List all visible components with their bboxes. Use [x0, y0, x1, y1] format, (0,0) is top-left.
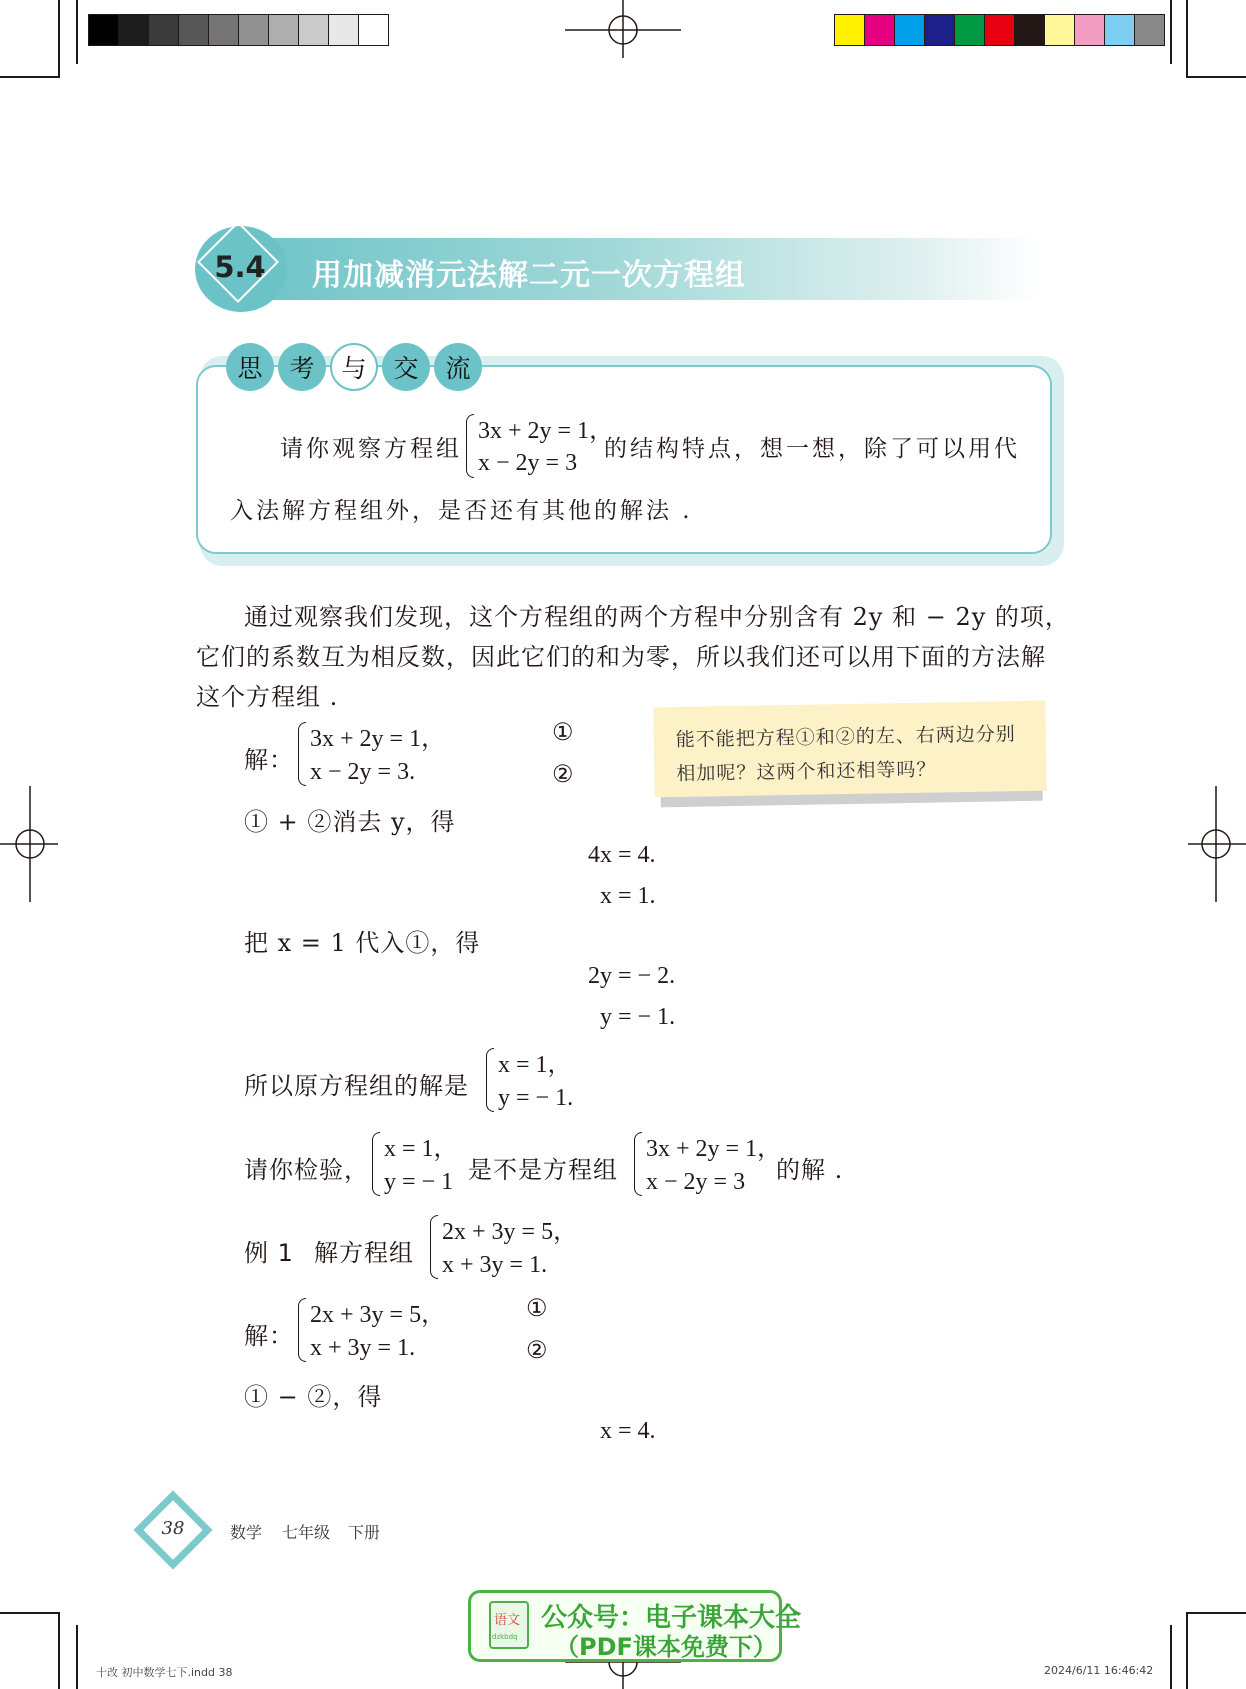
solution-step: 把 x = 1 代入①，得 — [244, 929, 481, 957]
color-swatch — [1135, 15, 1164, 45]
color-swatch — [1015, 15, 1045, 45]
registration-mark-icon — [565, 0, 681, 58]
color-bar — [834, 14, 1165, 46]
color-swatch — [1075, 15, 1105, 45]
color-swatch — [925, 15, 955, 45]
book-icon-text: 语文 — [494, 1613, 521, 1628]
gray-swatch — [149, 15, 179, 45]
think-title-char: 思 — [226, 343, 274, 391]
crop-mark — [0, 1612, 60, 1614]
note-line: 能不能把方程①和②的左、右两边分别 — [675, 723, 1016, 752]
registration-mark-icon — [0, 786, 58, 902]
watermark-line1: 公众号：电子课本大全 — [541, 1603, 802, 1633]
book-icon-subtext: dzkbdq — [492, 1633, 518, 1641]
equation-marker: ② — [552, 762, 574, 788]
example-solution-eq1: 2x + 3y = 5， — [310, 1302, 446, 1328]
solution-eq2: x − 2y = 3. — [310, 759, 416, 785]
check-eq2: y = − 1 — [384, 1169, 454, 1195]
brace — [486, 1048, 494, 1112]
page-number: 38 — [161, 1518, 185, 1539]
footer-grade: 七年级 — [282, 1523, 331, 1542]
equation-marker: ① — [552, 720, 574, 746]
check-text: 请你检验， — [244, 1156, 369, 1184]
think-system-eq1: 3x + 2y = 1， — [478, 418, 614, 444]
footer-volume: 下册 — [348, 1523, 381, 1542]
crop-mark — [76, 0, 78, 64]
paragraph-line: 通过观察我们发现，这个方程组的两个方程中分别含有 2y 和 − 2y 的项， — [244, 603, 1070, 631]
crop-mark — [0, 76, 60, 78]
grayscale-bar — [88, 14, 389, 46]
color-swatch — [955, 15, 985, 45]
check-eq1: x = 1， — [384, 1136, 458, 1162]
solution-label: 解： — [244, 746, 294, 774]
crop-mark — [58, 1612, 60, 1689]
section-title: 用加减消元法解二元一次方程组 — [312, 258, 746, 293]
gray-swatch — [269, 15, 299, 45]
watermark-line2: （PDF课本免费下） — [555, 1633, 777, 1661]
crop-mark — [1186, 1612, 1188, 1689]
crop-mark — [1170, 1625, 1172, 1689]
color-swatch — [1045, 15, 1075, 45]
gray-swatch — [209, 15, 239, 45]
watermark — [468, 1590, 802, 1662]
solution-result: 4x = 4. — [588, 842, 656, 868]
example-eq1: 2x + 3y = 5， — [442, 1219, 578, 1245]
solution-result: y = − 1. — [600, 1004, 676, 1030]
solution-step: ① − ②，得 — [244, 1383, 383, 1411]
registration-mark-icon — [1188, 786, 1246, 902]
check-system-eq1: 3x + 2y = 1， — [646, 1136, 782, 1162]
equation-marker: ① — [526, 1296, 548, 1322]
think-title-char: 考 — [278, 343, 326, 391]
gray-swatch — [119, 15, 149, 45]
solution-eq1: 3x + 2y = 1， — [310, 726, 446, 752]
check-text: 的解 . — [776, 1156, 844, 1184]
color-swatch — [865, 15, 895, 45]
color-swatch — [1105, 15, 1135, 45]
example-eq2: x + 3y = 1. — [442, 1252, 548, 1278]
color-swatch — [895, 15, 925, 45]
think-title-char: 流 — [434, 343, 482, 391]
paragraph-line: 它们的系数互为相反数，因此它们的和为零，所以我们还可以用下面的方法解 — [196, 643, 1046, 671]
solution-result: x = 4. — [600, 1418, 656, 1444]
solution-result: x = 1. — [600, 883, 656, 909]
gray-swatch — [179, 15, 209, 45]
crop-mark — [58, 0, 60, 76]
crop-mark — [1186, 0, 1188, 76]
answer-eq2: y = − 1. — [498, 1085, 574, 1111]
equation-marker: ② — [526, 1338, 548, 1364]
color-swatch — [985, 15, 1015, 45]
think-title-char: 与 — [330, 343, 378, 391]
side-note — [653, 701, 1047, 798]
check-text: 是不是方程组 — [468, 1156, 618, 1184]
gray-swatch — [239, 15, 269, 45]
brace — [298, 1298, 306, 1362]
gray-swatch — [359, 15, 388, 45]
answer-text: 所以原方程组的解是 — [244, 1072, 469, 1100]
brace — [430, 1215, 438, 1279]
crop-mark — [1186, 1612, 1246, 1614]
slug-file: 十改 初中数学七下.indd 38 — [96, 1666, 233, 1679]
brace — [634, 1132, 642, 1196]
gray-swatch — [299, 15, 329, 45]
brace — [298, 722, 306, 786]
think-text-line1-end: 的结构特点，想一想，除了可以用代 — [604, 436, 1020, 462]
think-text-line1-start: 请你观察方程组 — [280, 436, 462, 462]
think-system-eq2: x − 2y = 3 — [478, 450, 578, 476]
crop-mark — [1186, 76, 1246, 78]
think-title-char: 交 — [382, 343, 430, 391]
footer-subject: 数学 — [230, 1523, 263, 1542]
example-solution-eq2: x + 3y = 1. — [310, 1335, 416, 1361]
solution-label: 解： — [244, 1322, 294, 1350]
gray-swatch — [329, 15, 359, 45]
brace — [372, 1132, 380, 1196]
book-icon — [489, 1601, 529, 1649]
example-text: 解方程组 — [314, 1239, 414, 1267]
check-system-eq2: x − 2y = 3 — [646, 1169, 746, 1195]
think-text-line2: 入法解方程组外，是否还有其他的解法 . — [230, 498, 693, 524]
slug-timestamp: 2024/6/11 16:46:42 — [1044, 1664, 1154, 1677]
gray-swatch — [89, 15, 119, 45]
brace — [466, 414, 474, 478]
paragraph-line: 这个方程组 . — [196, 683, 339, 711]
note-line: 相加呢？这两个和还相等吗？ — [676, 758, 937, 786]
solution-result: 2y = − 2. — [588, 963, 676, 989]
example-label: 例 1 — [244, 1239, 294, 1267]
answer-eq1: x = 1， — [498, 1052, 572, 1078]
color-swatch — [835, 15, 865, 45]
crop-mark — [76, 1625, 78, 1689]
crop-mark — [1170, 0, 1172, 64]
section-number: 5.4 — [214, 250, 266, 284]
solution-step: ① + ②消去 y，得 — [244, 808, 456, 836]
